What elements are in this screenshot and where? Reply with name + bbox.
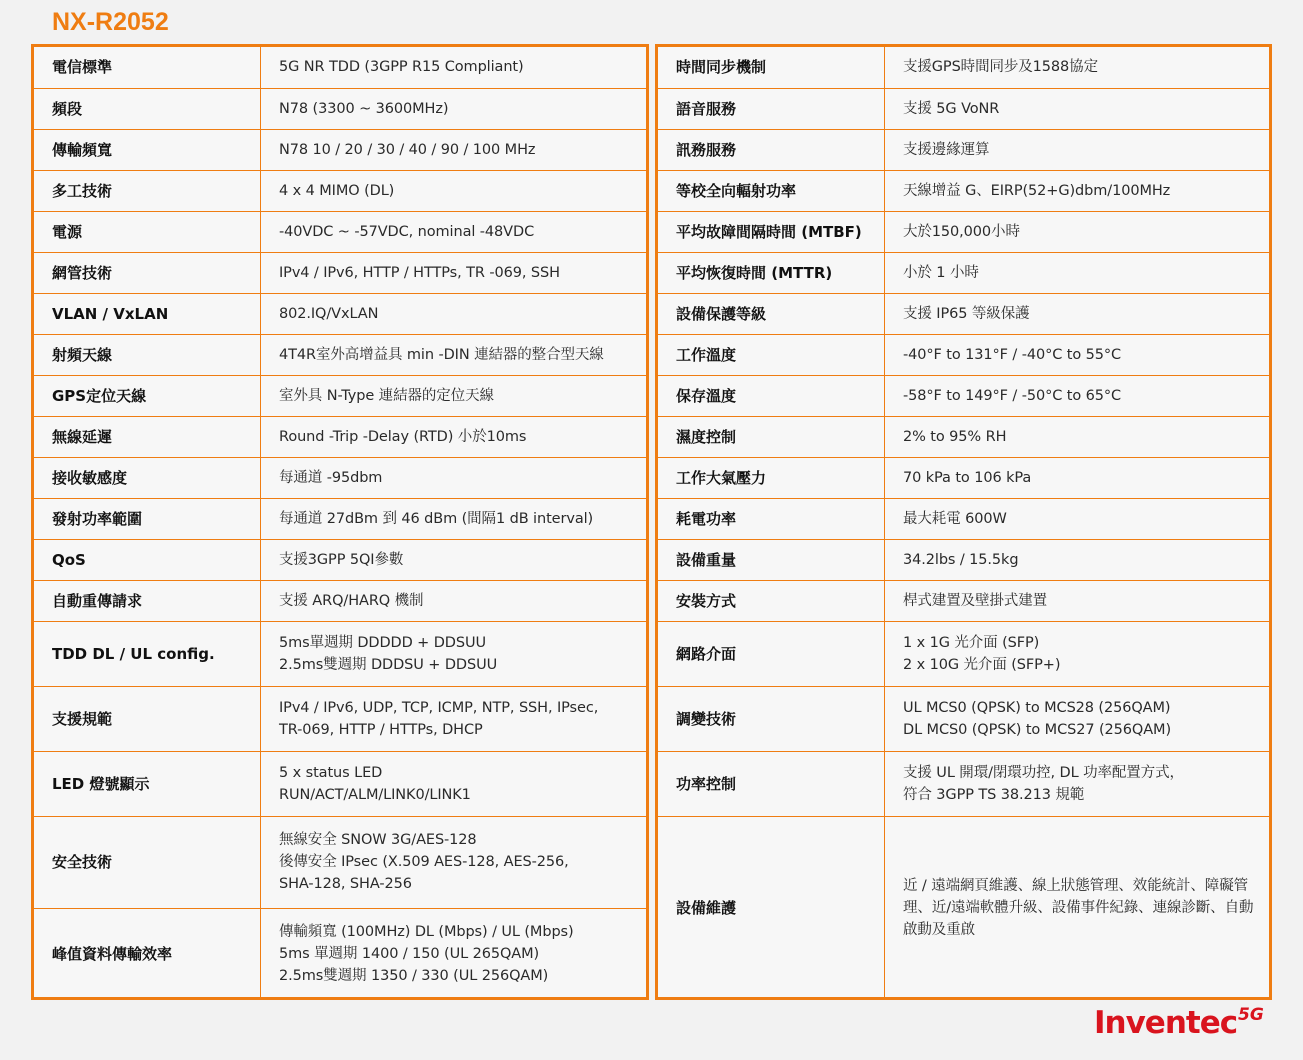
spec-label: 調變技術	[658, 686, 885, 751]
spec-row	[34, 211, 646, 252]
spec-row	[658, 539, 1269, 580]
spec-label: 訊務服務	[658, 129, 885, 170]
spec-row	[658, 47, 1269, 88]
spec-row	[34, 686, 646, 751]
spec-label: 自動重傳請求	[34, 580, 261, 621]
spec-value-line: 支援邊緣運算	[903, 141, 990, 158]
spec-row	[34, 457, 646, 498]
spec-label: 網路介面	[658, 621, 885, 686]
product-title: NX-R2052	[52, 8, 169, 36]
spec-value	[885, 539, 1270, 580]
spec-value	[885, 129, 1270, 170]
spec-value-line: -40VDC ~ -57VDC, nominal -48VDC	[279, 223, 535, 240]
spec-label: 頻段	[34, 88, 261, 129]
spec-label: 設備維護	[658, 816, 885, 1000]
spec-value	[885, 334, 1270, 375]
spec-value	[885, 457, 1270, 498]
spec-label: 時間同步機制	[658, 47, 885, 88]
spec-row	[658, 88, 1269, 129]
spec-value	[261, 293, 647, 334]
spec-value-line: 支援GPS時間同步及1588協定	[903, 59, 1098, 76]
spec-value	[261, 416, 647, 457]
spec-value-line: 34.2lbs / 15.5kg	[903, 551, 1019, 568]
spec-row	[34, 293, 646, 334]
spec-label: 設備重量	[658, 539, 885, 580]
spec-value-line: 802.IQ/VxLAN	[279, 305, 379, 322]
spec-value	[885, 416, 1270, 457]
spec-label: 等校全向輻射功率	[658, 170, 885, 211]
spec-value	[885, 580, 1270, 621]
spec-label: 無線延遲	[34, 416, 261, 457]
spec-row	[658, 751, 1269, 816]
spec-value-line: TR-069, HTTP / HTTPs, DHCP	[279, 721, 483, 738]
spec-value-line: 5 x status LED	[279, 764, 383, 781]
spec-row	[658, 129, 1269, 170]
spec-value-line: 支援 IP65 等級保護	[903, 305, 1030, 322]
spec-value-line: 2.5ms雙週期 DDDSU + DDSUU	[279, 656, 498, 673]
spec-value-line: -58°F to 149°F / -50°C to 65°C	[903, 387, 1122, 404]
spec-label: 語音服務	[658, 88, 885, 129]
spec-label: 濕度控制	[658, 416, 885, 457]
spec-value-line: 天線增益 G、EIRP(52+G)dbm/100MHz	[903, 182, 1171, 199]
spec-row	[34, 621, 646, 686]
spec-row	[658, 293, 1269, 334]
spec-label: 保存溫度	[658, 375, 885, 416]
spec-label: 峰值資料傳輸效率	[34, 908, 261, 1000]
spec-row	[34, 751, 646, 816]
spec-label: GPS定位天線	[34, 375, 261, 416]
spec-row	[658, 375, 1269, 416]
spec-value	[261, 908, 647, 1000]
spec-value	[885, 47, 1270, 88]
spec-value-line: 70 kPa to 106 kPa	[903, 469, 1032, 486]
spec-row	[658, 211, 1269, 252]
spec-value	[885, 293, 1270, 334]
spec-row	[34, 580, 646, 621]
spec-value	[261, 498, 647, 539]
spec-value	[885, 816, 1270, 1000]
spec-label: 電信標準	[34, 47, 261, 88]
spec-label: QoS	[34, 539, 261, 580]
spec-label: 平均恢復時間 (MTTR)	[658, 252, 885, 293]
spec-row	[658, 580, 1269, 621]
spec-value-line: UL MCS0 (QPSK) to MCS28 (256QAM)	[903, 699, 1171, 716]
spec-row	[658, 334, 1269, 375]
spec-value-line: 傳輸頻寬 (100MHz) DL (Mbps) / UL (Mbps)	[279, 924, 574, 941]
spec-label: 耗電功率	[658, 498, 885, 539]
spec-value	[261, 252, 647, 293]
spec-value	[885, 375, 1270, 416]
spec-label: LED 燈號顯示	[34, 751, 261, 816]
spec-value	[261, 686, 647, 751]
spec-label: 平均故障間隔時間 (MTBF)	[658, 211, 885, 252]
spec-row	[34, 375, 646, 416]
spec-row	[34, 252, 646, 293]
spec-row	[658, 686, 1269, 751]
spec-value-line: 符合 3GPP TS 38.213 規範	[903, 786, 1085, 803]
spec-value-line: 每通道 27dBm 到 46 dBm (間隔1 dB interval)	[279, 510, 594, 527]
spec-value	[261, 211, 647, 252]
spec-value	[885, 498, 1270, 539]
spec-value	[261, 129, 647, 170]
spec-label: 多工技術	[34, 170, 261, 211]
spec-row	[34, 416, 646, 457]
spec-row	[658, 816, 1269, 1000]
spec-label: 工作溫度	[658, 334, 885, 375]
spec-value-line: 5ms 單週期 1400 / 150 (UL 265QAM)	[279, 946, 540, 963]
spec-label: 工作大氣壓力	[658, 457, 885, 498]
spec-value	[885, 621, 1270, 686]
inventec-logo: Inventec	[1094, 1005, 1238, 1041]
spec-value	[261, 334, 647, 375]
spec-row	[34, 88, 646, 129]
spec-value-line: 小於 1 小時	[903, 264, 979, 281]
spec-row	[34, 908, 646, 1000]
spec-value-line: 2.5ms雙週期 1350 / 330 (UL 256QAM)	[279, 968, 549, 985]
spec-value-line: 無線安全 SNOW 3G/AES-128	[279, 832, 477, 848]
spec-value-line: IPv4 / IPv6, UDP, TCP, ICMP, NTP, SSH, IPsec,	[279, 699, 599, 716]
spec-row	[658, 416, 1269, 457]
spec-value	[261, 580, 647, 621]
spec-label: 射頻天線	[34, 334, 261, 375]
spec-value-line: 室外具 N-Type 連結器的定位天線	[279, 387, 494, 404]
spec-label: 功率控制	[658, 751, 885, 816]
spec-row	[34, 170, 646, 211]
spec-value-line: -40°F to 131°F / -40°C to 55°C	[903, 346, 1122, 363]
spec-row	[658, 621, 1269, 686]
spec-value	[885, 170, 1270, 211]
spec-label: 安全技術	[34, 816, 261, 908]
spec-row	[658, 170, 1269, 211]
spec-value-line: 5G NR TDD (3GPP R15 Compliant)	[279, 59, 524, 76]
spec-value	[261, 375, 647, 416]
spec-value-line: 每通道 -95dbm	[279, 469, 383, 486]
spec-value	[885, 211, 1270, 252]
spec-row	[34, 539, 646, 580]
spec-value	[261, 88, 647, 129]
spec-value	[261, 457, 647, 498]
spec-row	[34, 334, 646, 375]
spec-value-line: DL MCS0 (QPSK) to MCS27 (256QAM)	[903, 721, 1172, 738]
spec-value	[261, 170, 647, 211]
spec-value-line: 5ms單週期 DDDDD + DDSUU	[279, 634, 486, 651]
spec-label: 安裝方式	[658, 580, 885, 621]
spec-value	[261, 751, 647, 816]
spec-value-line: RUN/ACT/ALM/LINK0/LINK1	[279, 786, 471, 803]
spec-value-line: 後傳安全 IPsec (X.509 AES-128, AES-256,	[279, 854, 569, 870]
spec-value-line: 支援 UL 開環/閉環功控, DL 功率配置方式，	[903, 764, 1184, 781]
spec-label: 支援規範	[34, 686, 261, 751]
spec-value	[261, 621, 647, 686]
spec-value-line: 2 x 10G 光介面 (SFP+)	[903, 656, 1061, 673]
spec-row	[658, 457, 1269, 498]
spec-label: 設備保護等級	[658, 293, 885, 334]
spec-label: 發射功率範圍	[34, 498, 261, 539]
spec-value-line: 4T4R室外高增益具 min -DIN 連結器的整合型天線	[279, 346, 604, 363]
spec-value	[885, 751, 1270, 816]
spec-value	[261, 47, 647, 88]
spec-row	[34, 129, 646, 170]
spec-value-line: 1 x 1G 光介面 (SFP)	[903, 634, 1040, 651]
spec-value-line: 桿式建置及壁掛式建置	[903, 592, 1047, 609]
spec-label: 網管技術	[34, 252, 261, 293]
spec-value-line: 最大耗電 600W	[903, 510, 1007, 527]
spec-value-line: 支援 ARQ/HARQ 機制	[279, 592, 424, 609]
spec-value-line: N78 10 / 20 / 30 / 40 / 90 / 100 MHz	[279, 141, 536, 158]
spec-label: 電源	[34, 211, 261, 252]
spec-value-line: IPv4 / IPv6, HTTP / HTTPs, TR -069, SSH	[279, 264, 560, 281]
spec-value	[885, 686, 1270, 751]
spec-value-line: N78 (3300 ~ 3600MHz)	[279, 100, 449, 117]
spec-label: 傳輸頻寬	[34, 129, 261, 170]
spec-table-left	[31, 44, 649, 1000]
spec-row	[34, 498, 646, 539]
spec-value-line: 2% to 95% RH	[903, 428, 1007, 445]
spec-value-line: Round -Trip -Delay (RTD) 小於10ms	[279, 428, 527, 445]
spec-value-line: 近 / 遠端網頁維護、線上狀態管理、效能統計、障礙管理、近/遠端軟體升級、設備事件紀錄、連線診斷、自動啟動及重啟	[903, 878, 1254, 939]
spec-row	[658, 498, 1269, 539]
spec-label: TDD DL / UL config.	[34, 621, 261, 686]
spec-row	[34, 816, 646, 908]
spec-label: 接收敏感度	[34, 457, 261, 498]
spec-value	[885, 252, 1270, 293]
spec-value	[261, 539, 647, 580]
spec-value-line: SHA-128, SHA-256	[279, 876, 412, 892]
spec-label: VLAN / VxLAN	[34, 293, 261, 334]
spec-value-line: 4 x 4 MIMO (DL)	[279, 182, 395, 199]
spec-row	[658, 252, 1269, 293]
spec-value-line: 支援 5G VoNR	[903, 100, 1000, 117]
spec-value	[885, 88, 1270, 129]
spec-table-right	[655, 44, 1272, 1000]
spec-value-line: 大於150,000小時	[903, 223, 1020, 240]
spec-value	[261, 816, 647, 908]
spec-value-line: 支援3GPP 5QI參數	[279, 551, 404, 568]
spec-row	[34, 47, 646, 88]
logo-5g-mark: 5G	[1238, 1005, 1264, 1025]
